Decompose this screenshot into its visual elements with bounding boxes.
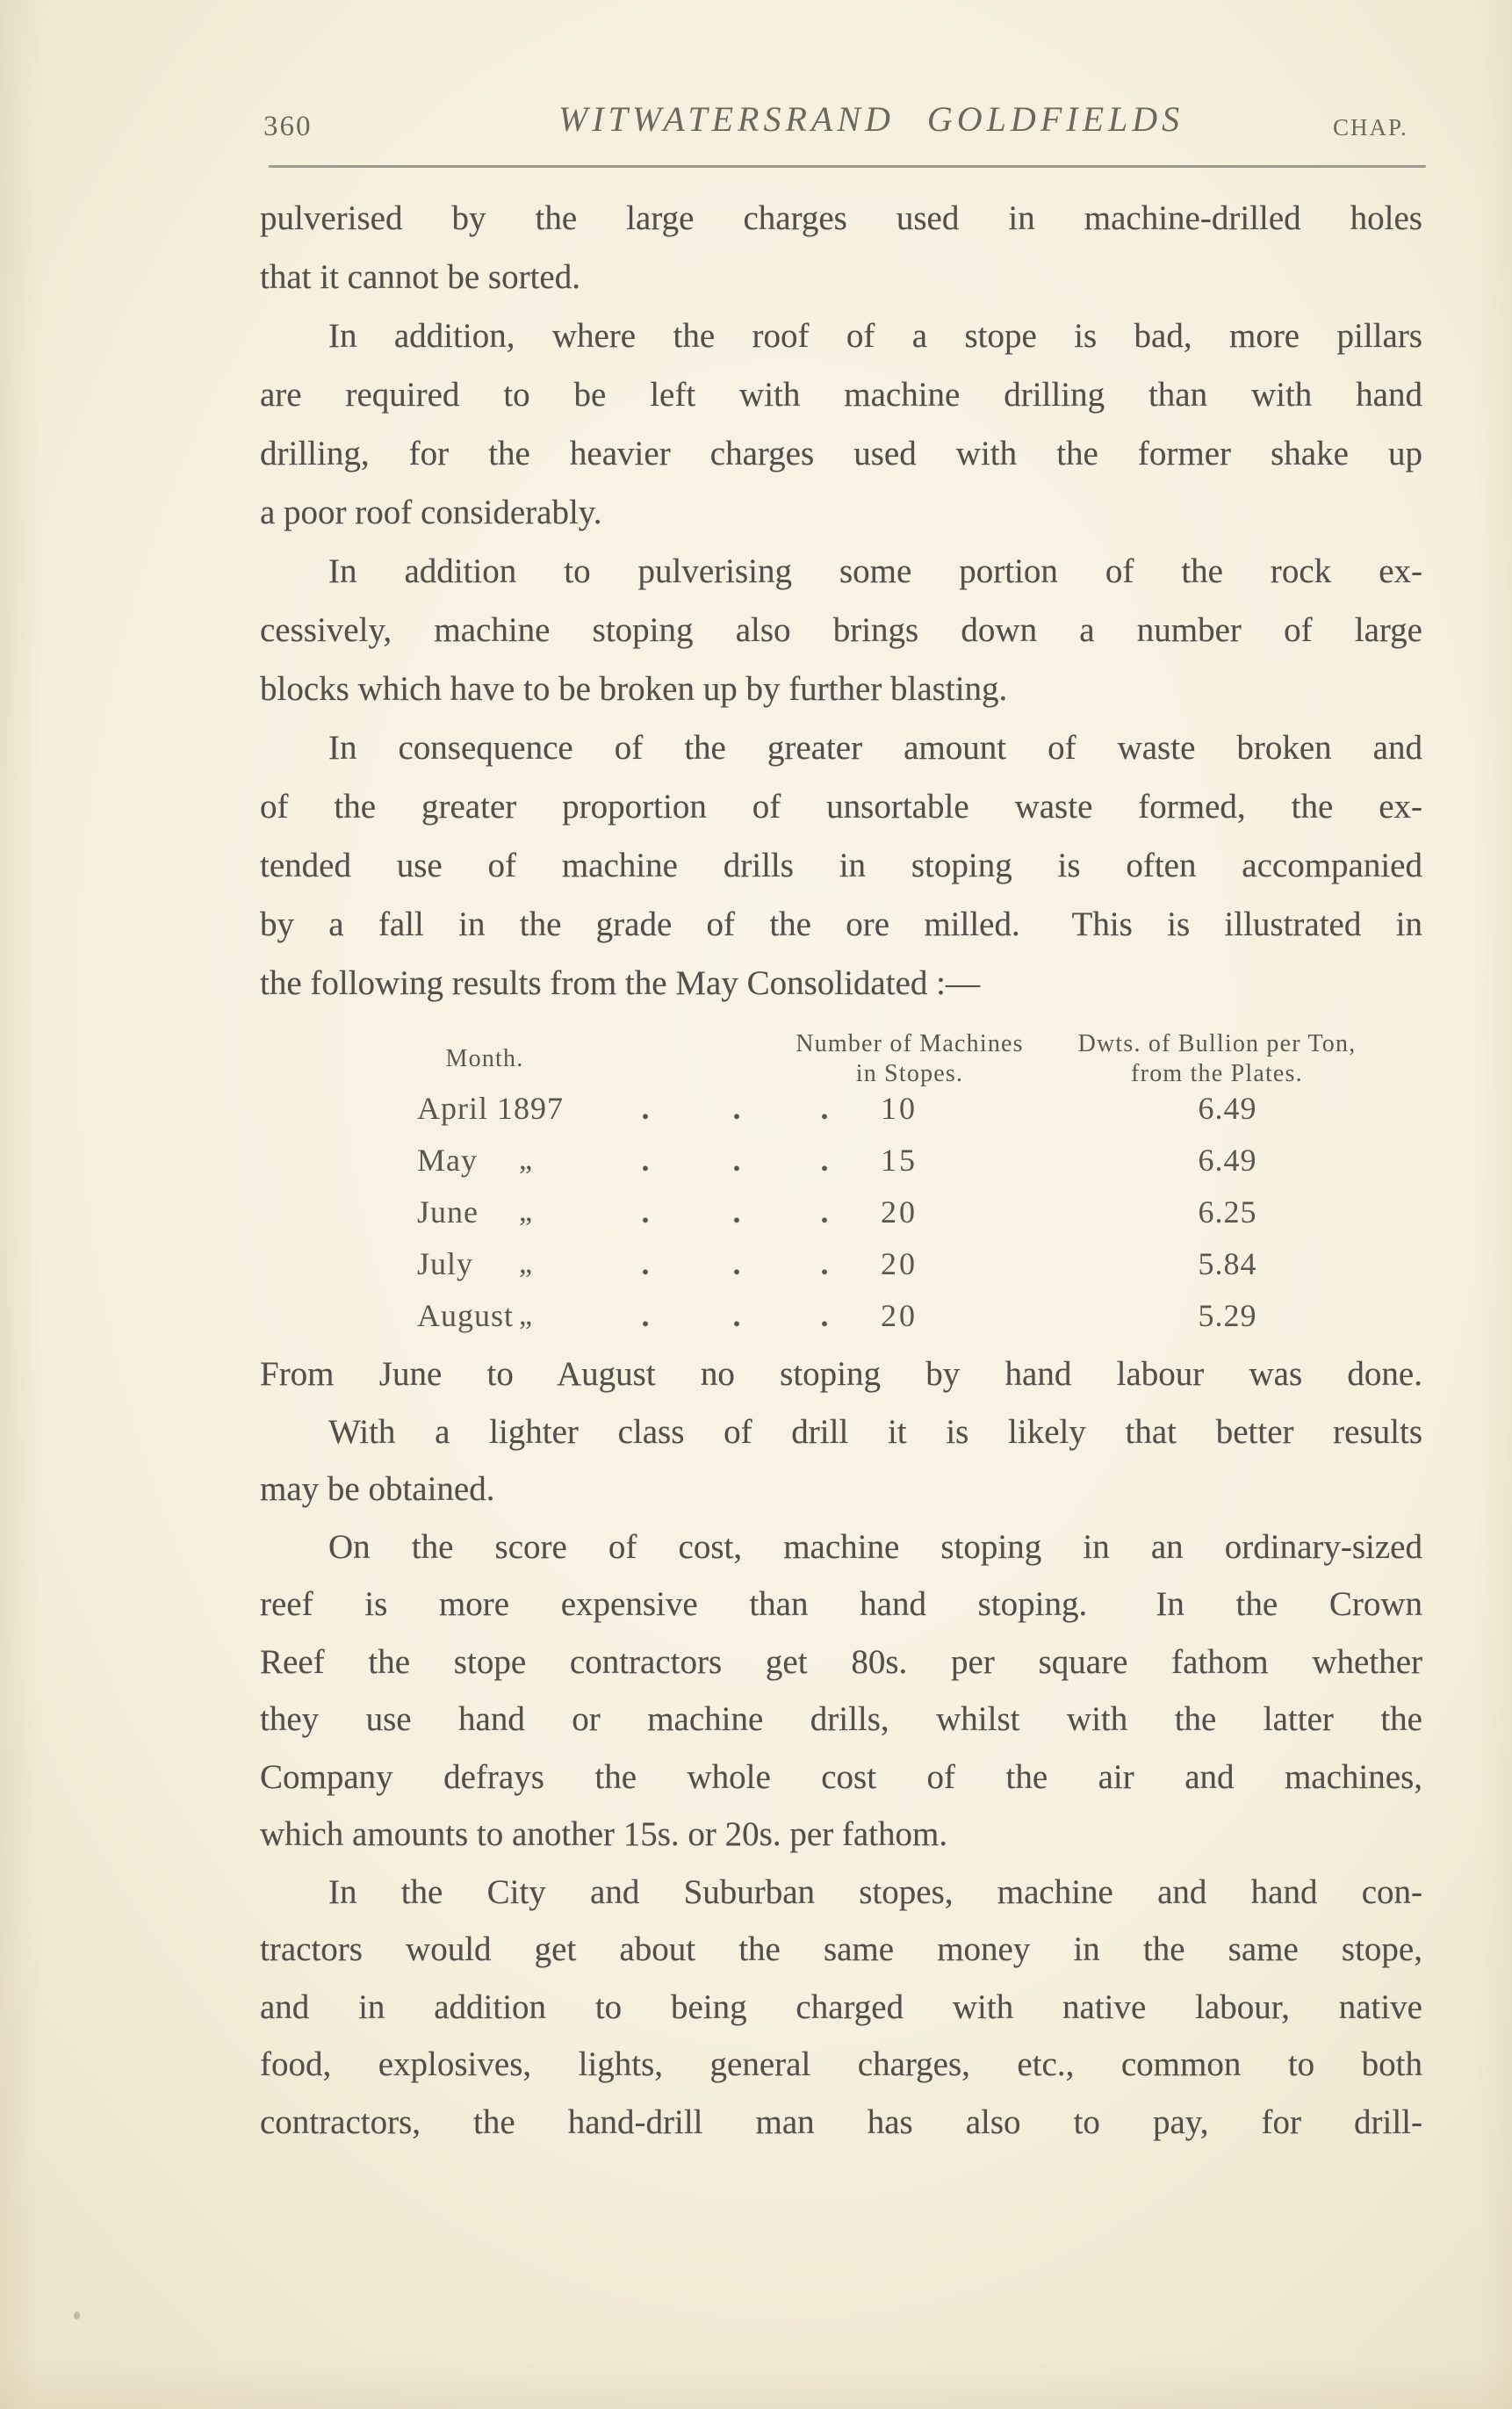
text-line: Company defrays the whole cost of the air and machines, [260,1757,1422,1796]
text-line: by a fall in the grade of the ore milled. This is illustrated in [260,905,1422,943]
leader-dot: . [732,1143,741,1178]
text-line: tended use of machine drills in stoping is often accompanied [260,847,1422,884]
text-line: Reef the stope contractors get 80s. per square fathom whether [260,1642,1422,1681]
scan-edge-shadow-left [0,0,40,2409]
text-line: may be obtained. [260,1470,495,1508]
leader-dot: . [732,1091,741,1126]
cell-machines: 10 [881,1091,918,1126]
text-line: and in addition to being charged with native labour, native [260,1987,1422,2026]
cell-machines: 15 [881,1143,918,1178]
text-line: that it cannot be sorted. [260,258,580,296]
leader-dot: . [732,1194,741,1230]
cell-dwts: 6.25 [1198,1194,1257,1230]
cell-machines: 20 [881,1246,918,1281]
ditto-mark: „ [519,1143,533,1176]
cell-machines: 20 [881,1298,918,1333]
text-line: are required to be left with machine drilling than with hand [260,376,1422,414]
leader-dot: . [820,1194,829,1230]
leader-dot: . [641,1298,650,1333]
table-row [417,1140,1392,1180]
text-line: reef is more expensive than hand stoping. In the Crown [260,1585,1422,1623]
text-line: drilling, for the heavier charges used with the former shake up [260,435,1422,472]
text-line: In addition to pulverising some portion of the rock ex- [328,552,1422,590]
leader-dot: . [641,1143,650,1178]
cell-month: June [417,1194,479,1230]
text-line: of the greater proportion of unsortable waste formed, the ex- [260,788,1422,826]
leader-dot: . [641,1194,650,1230]
text-line: In addition, where the roof of a stope is bad, more pillars [328,317,1422,355]
scan-edge-shadow-right [1477,0,1512,2409]
text-line: food, explosives, lights, general charges, etc., common to both [260,2045,1422,2083]
body-text-lower [260,1345,1422,2151]
text-line: pulverised by the large charges used in machine-drilled holes [260,199,1422,237]
text-line: blocks which have to be broken up by further blasting. [260,670,1008,708]
column-header-month: Month. [445,1045,524,1072]
ditto-mark: „ [519,1247,533,1280]
leader-dot: . [732,1298,741,1333]
cell-machines: 20 [881,1194,918,1230]
column-header-machines-line2: in Stopes. [855,1060,964,1087]
chapter-label: CHAP. [1333,114,1408,141]
text-line: From June to August no stoping by hand labour was done. [260,1355,1422,1393]
cell-dwts: 6.49 [1198,1143,1257,1178]
table-row [417,1192,1392,1232]
column-header-dwts: Dwts. of Bullion per Ton, [1077,1030,1357,1057]
cell-month: August [417,1298,515,1333]
text-line: contractors, the hand-drill man has also to pay, for drill- [260,2102,1422,2141]
page-number: 360 [263,111,313,142]
text-line: a poor roof considerably. [260,494,602,531]
text-line: tractors would get about the same money in the same stope, [260,1930,1422,1968]
cell-dwts: 6.49 [1198,1091,1257,1126]
paper-speck [74,2312,80,2319]
text-line: In consequence of the greater amount of waste broken and [328,729,1422,767]
table-row [417,1088,1392,1129]
text-line: which amounts to another 15s. or 20s. per fathom. [260,1815,948,1853]
leader-dot: . [820,1246,829,1281]
leader-dot: . [732,1246,741,1281]
leader-dot: . [641,1091,650,1126]
column-header-machines: Number of Machines [796,1030,1024,1057]
leader-dot: . [820,1298,829,1333]
running-title: WITWATERSRAND GOLDFIELDS [558,99,1184,139]
cell-month: May [417,1143,478,1178]
leader-dot: . [820,1091,829,1126]
header-rule [269,165,1426,168]
cell-month: July [417,1246,474,1281]
ditto-mark: „ [519,1195,533,1228]
table-row [417,1295,1392,1336]
scan-edge-shadow-bottom [0,2356,1512,2409]
ditto-mark: „ [519,1299,533,1331]
text-line: On the score of cost, machine stoping in an ordinary-sized [328,1527,1422,1566]
text-line: they use hand or machine drills, whilst with the latter the [260,1700,1422,1738]
cell-dwts: 5.29 [1198,1298,1257,1333]
cell-dwts: 5.84 [1198,1246,1257,1281]
column-header-dwts-line2: from the Plates. [1131,1060,1303,1087]
leader-dot: . [641,1246,650,1281]
text-line: With a lighter class of drill it is likely that better results [328,1412,1422,1451]
text-line: the following results from the May Consolidated :— [260,964,980,1002]
text-line: cessively, machine stoping also brings down a number of large [260,611,1422,649]
text-line: In the City and Suburban stopes, machine and hand con- [328,1872,1422,1911]
body-text-upper [260,189,1422,1013]
leader-dot: . [820,1143,829,1178]
results-table [417,1019,1392,1388]
cell-month: April 1897 [417,1091,564,1126]
table-row [417,1244,1392,1284]
